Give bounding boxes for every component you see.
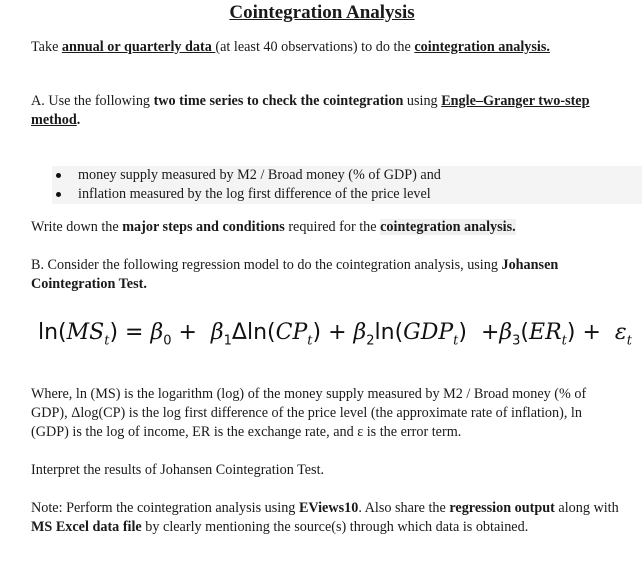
steps-paragraph (31, 218, 631, 237)
bullet-list (52, 166, 642, 204)
intro-text-4: cointegration analysis. (414, 39, 550, 55)
part-a-text-5: . (76, 112, 81, 129)
intro-text-2: annual or quarterly data (61, 39, 216, 55)
note-paragraph (31, 499, 639, 537)
note-text-1: Note: Perform the cointegration analysis using (31, 500, 299, 516)
part-b-paragraph (31, 256, 635, 294)
steps-text-4: cointegration analysis. (380, 219, 516, 235)
part-b-text-2: Johansen Cointegration Test. (31, 257, 559, 293)
part-a-text-1: A. Use the following (31, 93, 154, 109)
steps-text-1: Write down the (31, 219, 123, 235)
part-a-text-4: Engle–Granger two-step method (31, 93, 590, 129)
intro-paragraph (31, 38, 631, 57)
where-paragraph: Where, ln (MS) is the logarithm (log) of the money supply measured by M2 / Broad money (% of GDP), Δlog(CP) is the log first difference of the price level (the approximate rate of inflation), ln (GDP) is the log of income, ER is the exchange rate, and ε is the error term. (31, 386, 587, 441)
steps-text-3: required for the (284, 219, 381, 235)
part-a-text-3: using (403, 93, 442, 109)
note-text-7: by clearly mentioning the source(s) through which data is obtained. (141, 519, 529, 536)
note-text-2: EViews10 (298, 500, 359, 516)
note-text-3: . Also share the (358, 500, 450, 516)
intro-text-3: (at least 40 observations) to do the (215, 39, 415, 55)
part-b-text-1: B. Consider the following regression model to do the cointegration analysis, using (31, 257, 502, 273)
bullet-item: money supply measured by M2 / Broad money (% of GDP) and (52, 166, 642, 185)
bullet-item: inflation measured by the log first difference of the price level (52, 185, 642, 204)
part-a-text-2: two time series to check the cointegration (153, 93, 404, 109)
intro-text-1: Take (31, 39, 62, 55)
note-text-6: MS Excel data file (31, 519, 142, 536)
page-title: Cointegration Analysis (229, 2, 415, 23)
interpret-paragraph: Interpret the results of Johansen Cointegration Test. (31, 462, 325, 478)
note-text-4: regression output (449, 500, 555, 516)
note-text-5: along with (554, 500, 619, 516)
steps-text-2: major steps and conditions (122, 219, 285, 235)
part-a-paragraph (31, 92, 635, 130)
regression-equation: $\ln(MS_t) = \beta_0 + \beta_1\Delta\ln(CP_t) + \beta_2\ln(GDP_t) +\beta_3(ER_t) + \varepsilon_t$ (38, 320, 632, 349)
